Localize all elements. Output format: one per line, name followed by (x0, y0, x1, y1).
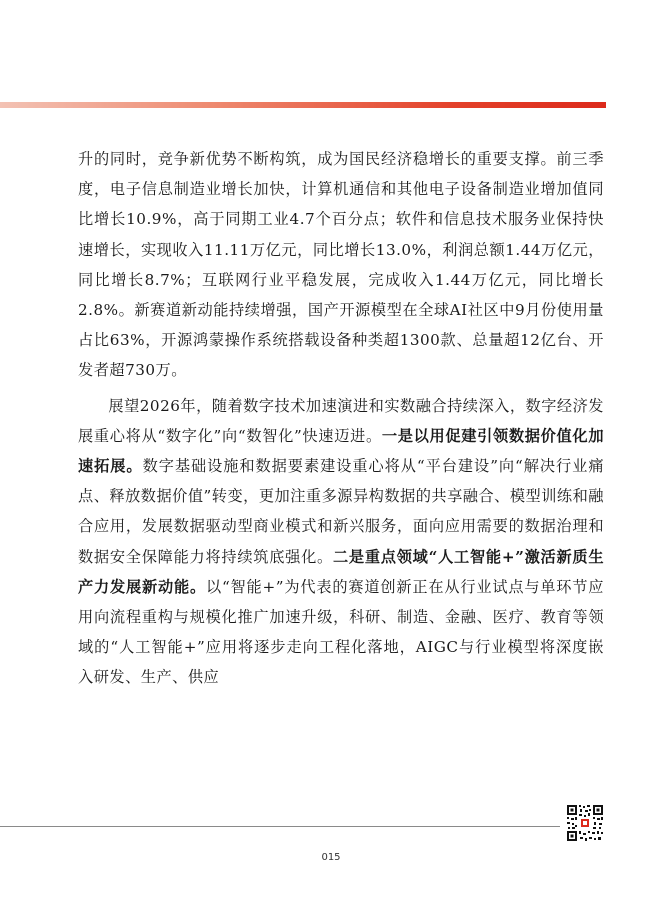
paragraph-1: 升的同时，竞争新优势不断构筑，成为国民经济稳增长的重要支撑。前三季度，电子信息制造业增长加快，计算机通信和其他电子设备制造业增加值同比增长10.9%，高于同期工业4.7个百分点；软件和信息技术服务业保持快速增长，实现收入11.11万亿元，同比增长13.0%，利润总额1.44万亿元，同比增长8.7%；互联网行业平稳发展，完成收入1.44万亿元，同比增长2.8%。新赛道新动能持续增强，国产开源模型在全球AI社区中9月份使用量占比63%，开源鸿蒙操作系统搭载设备种类超1300款、总量超12亿台、开发者超730万。 (78, 150, 604, 380)
key-point-2-text: 以“智能+”为代表的赛道创新正在从行业试点与单环节应用向流程重构与规模化推广加速升级，科研、制造、金融、医疗、教育等领域的“人工智能+”应用将逐步走向工程化落地，AIGC与行业模型将深度嵌入研发、生产、供应 (78, 577, 604, 687)
page-number: 015 (321, 852, 341, 863)
key-point-1-text: 数字基础设施和数据要素建设重心将从“平台建设”向“解决行业痛点、释放数据价值”转变，更加注重多源异构数据的共享融合、模型训练和融合应用，发展数据驱动型商业模式和新兴服务，面向应用需要的数据治理和数据安全保障能力将持续筑底强化。 (78, 457, 605, 566)
header-accent-bar (0, 102, 606, 108)
key-point-2-heading: 二是重点领域“人工智能+”激活新质生产力发展新动能。 (78, 547, 605, 596)
paragraph-2 (78, 391, 604, 693)
qr-code-icon (566, 804, 604, 842)
footer-divider (0, 826, 560, 827)
paragraph-2-intro: 展望2026年，随着数字技术加速演进和实数融合持续深入，数字经济发展重心将从“数字化”向“数智化”快速迈进。 (78, 396, 604, 445)
article-body (78, 144, 604, 693)
key-point-1-heading: 一是以用促建引领数据价值化加速拓展。 (78, 426, 605, 476)
